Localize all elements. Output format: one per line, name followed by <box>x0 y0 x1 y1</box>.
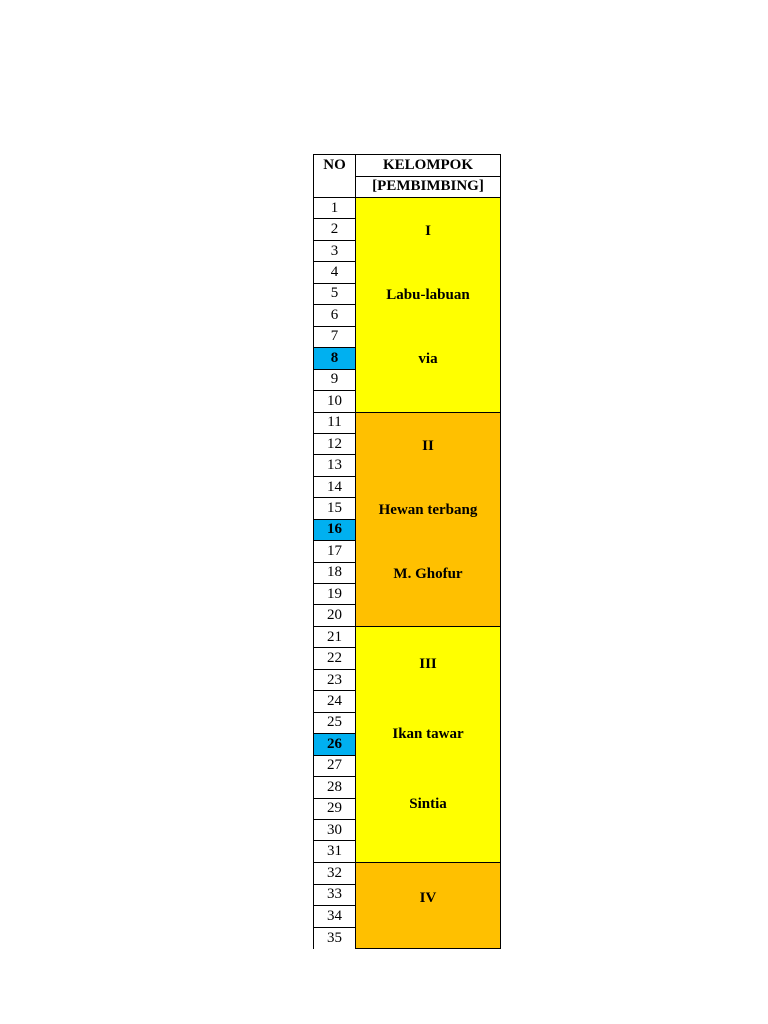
group-cell <box>356 627 501 863</box>
row-number: 11 <box>314 412 356 433</box>
group-table-body <box>314 155 501 949</box>
group-number: II <box>422 437 434 454</box>
row-number: 6 <box>314 305 356 326</box>
row-number: 30 <box>314 819 356 840</box>
row-number: 15 <box>314 498 356 519</box>
row-number: 24 <box>314 691 356 712</box>
row-number: 3 <box>314 240 356 261</box>
row-number: 16 <box>314 519 356 540</box>
group-content <box>356 863 500 948</box>
row-number: 5 <box>314 283 356 304</box>
header-group: KELOMPOK <box>356 155 501 177</box>
row-number: 28 <box>314 777 356 798</box>
row-number: 21 <box>314 627 356 648</box>
row-number: 19 <box>314 584 356 605</box>
row-number: 20 <box>314 605 356 627</box>
row-number: 14 <box>314 476 356 497</box>
group-cell <box>356 198 501 413</box>
row-number: 10 <box>314 390 356 412</box>
row-number: 35 <box>314 928 356 949</box>
row-number: 23 <box>314 669 356 690</box>
group-number: I <box>425 223 431 240</box>
row-number: 32 <box>314 862 356 884</box>
group-topic: Labu-labuan <box>386 287 470 304</box>
row-number: 33 <box>314 884 356 906</box>
row-number: 8 <box>314 348 356 369</box>
row-number: 18 <box>314 562 356 583</box>
group-topic: Hewan terbang <box>378 501 478 518</box>
row-number: 25 <box>314 712 356 733</box>
row-number: 12 <box>314 433 356 454</box>
group-cell <box>356 862 501 948</box>
row-number: 2 <box>314 219 356 240</box>
row-number: 17 <box>314 541 356 562</box>
group-mentor: via <box>418 351 438 368</box>
header-row <box>314 155 501 177</box>
header-no: NO <box>314 155 356 198</box>
group-content <box>356 627 500 862</box>
group-content <box>356 198 500 412</box>
group-number: IV <box>419 889 437 906</box>
table-row <box>314 862 501 884</box>
row-number: 26 <box>314 734 356 755</box>
group-mentor: Sintia <box>409 796 447 813</box>
row-number: 1 <box>314 198 356 219</box>
row-number: 22 <box>314 648 356 669</box>
header-mentor: [PEMBIMBING] <box>356 176 501 198</box>
group-table <box>313 154 501 949</box>
row-number: 27 <box>314 755 356 776</box>
group-content <box>356 413 500 627</box>
row-number: 7 <box>314 326 356 347</box>
row-number: 4 <box>314 262 356 283</box>
row-number: 29 <box>314 798 356 819</box>
group-cell <box>356 412 501 627</box>
row-number: 13 <box>314 455 356 476</box>
table-row <box>314 412 501 433</box>
group-topic: Ikan tawar <box>392 726 464 743</box>
group-mentor: M. Ghofur <box>393 565 463 582</box>
table-row <box>314 198 501 219</box>
row-number: 34 <box>314 906 356 928</box>
row-number: 31 <box>314 841 356 862</box>
table-row <box>314 627 501 648</box>
group-number: III <box>419 655 437 672</box>
row-number: 9 <box>314 369 356 390</box>
